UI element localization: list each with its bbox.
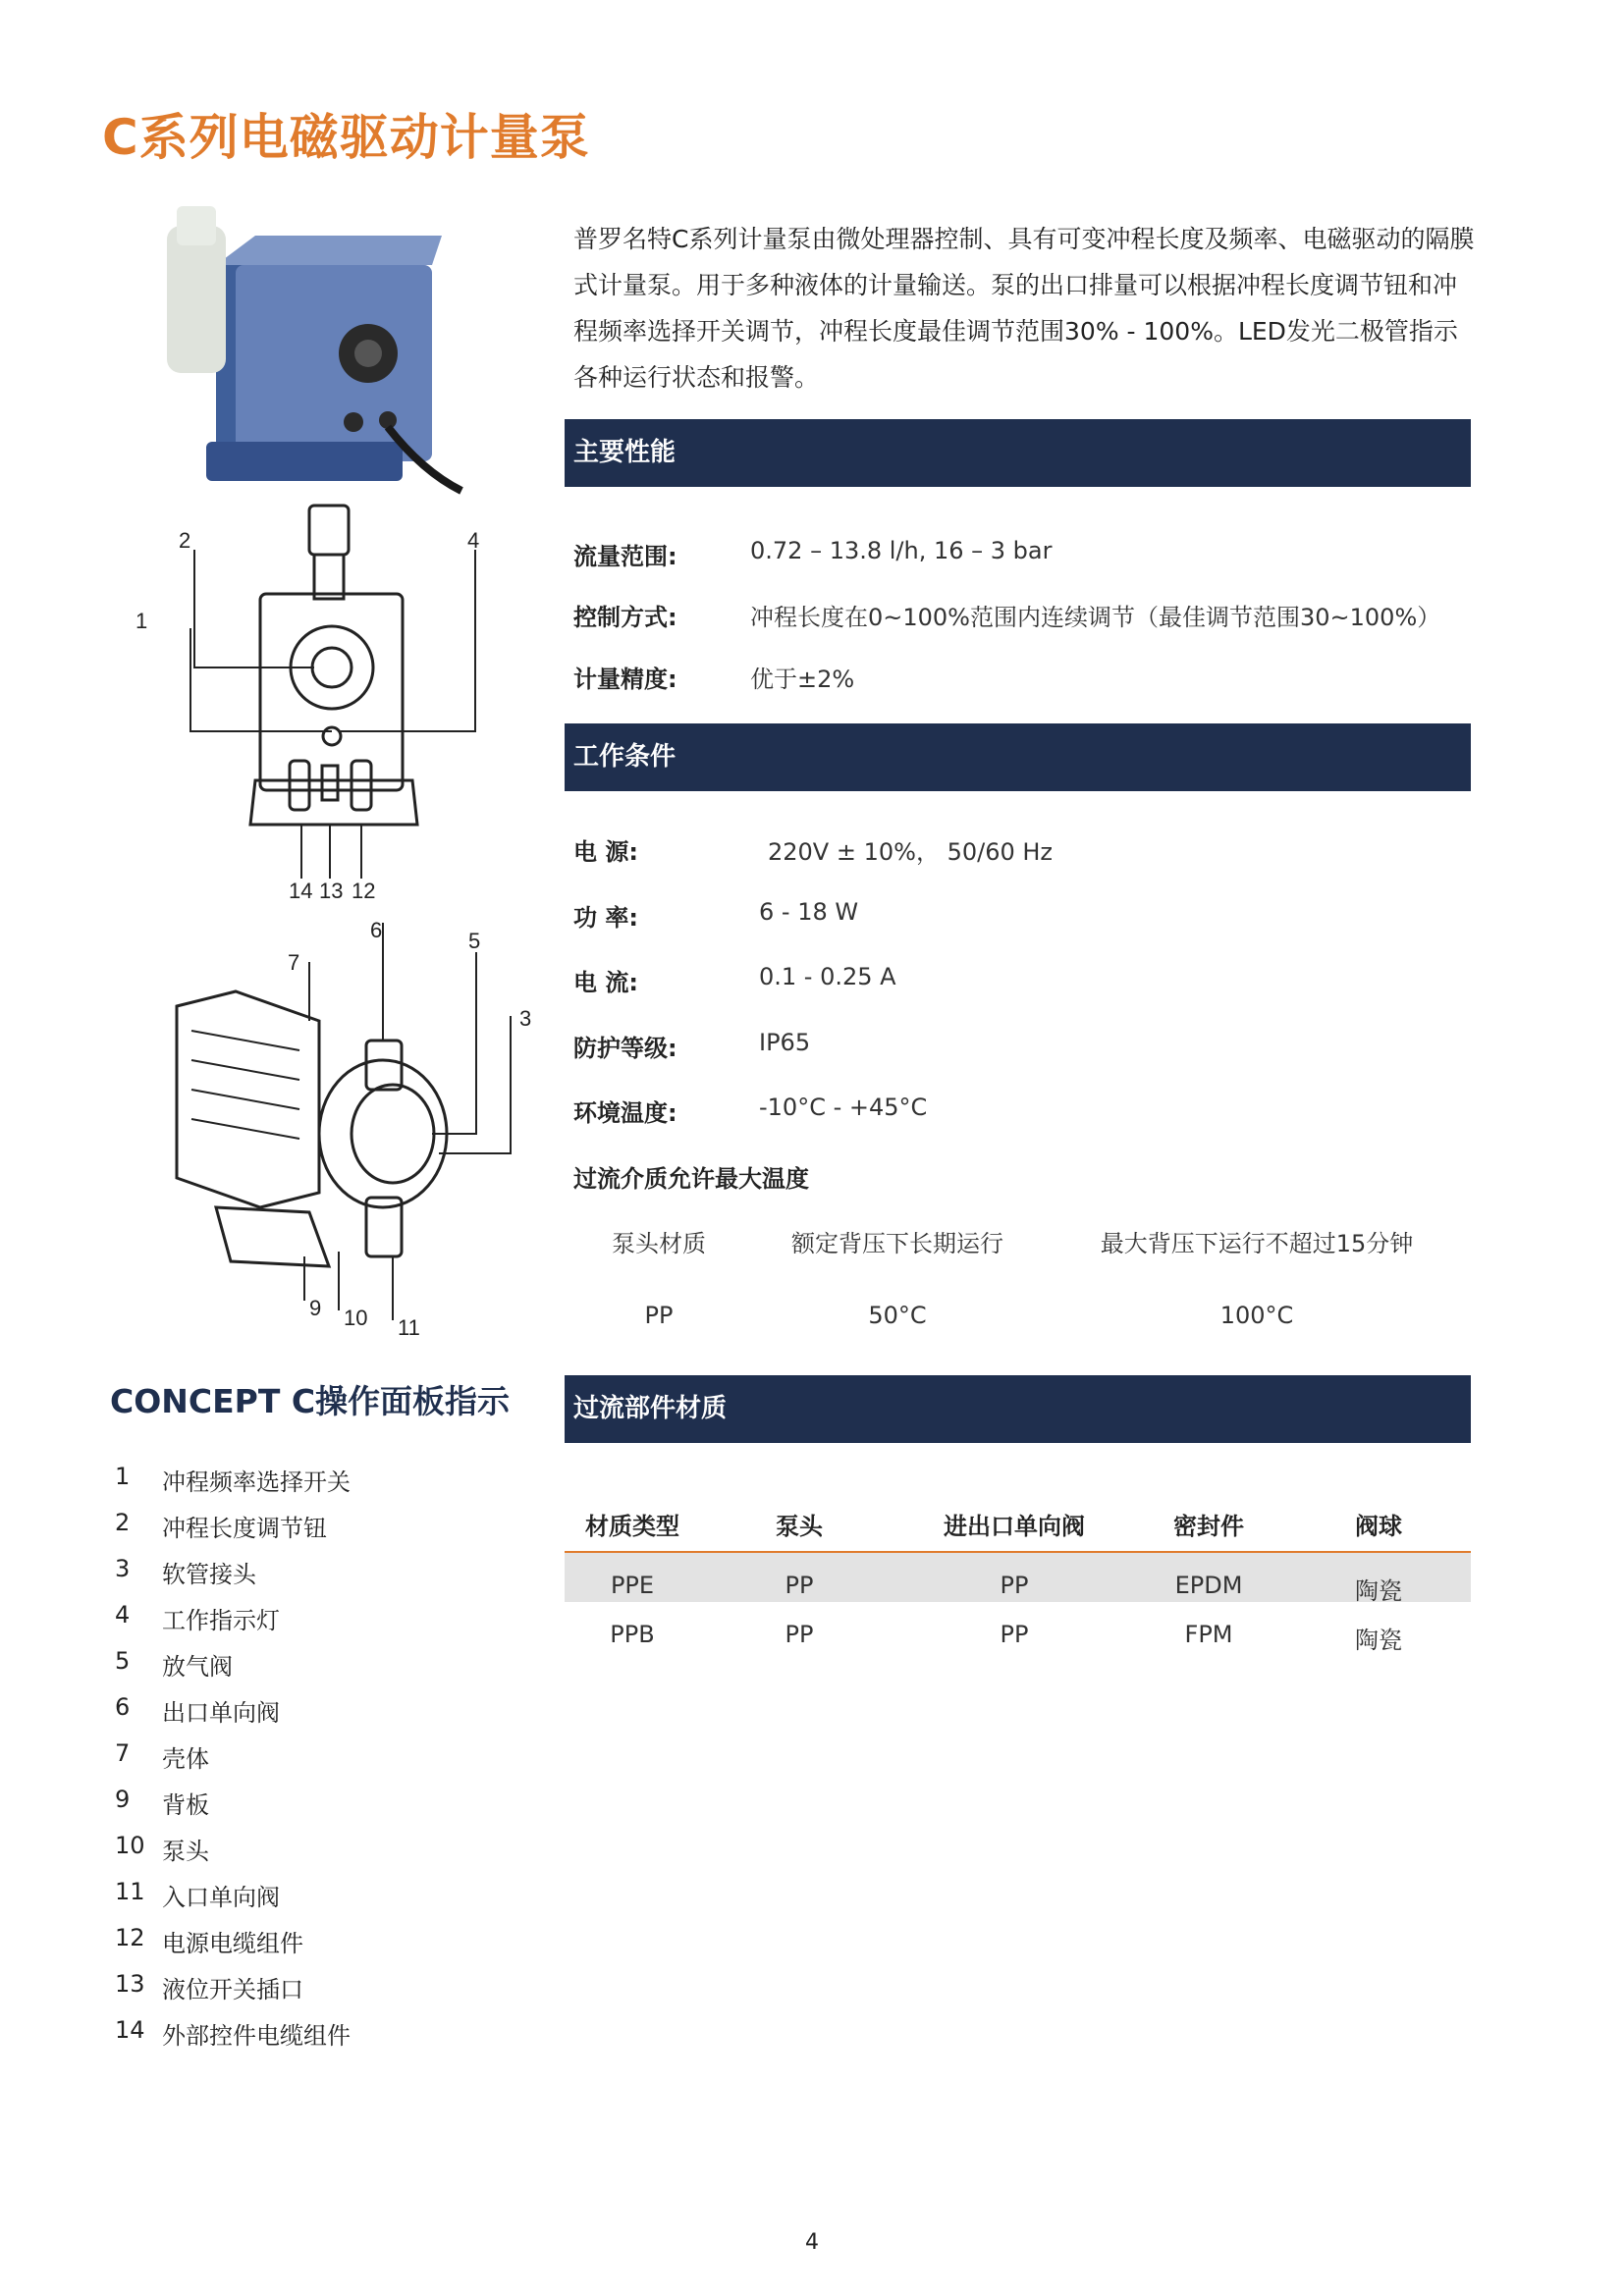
table-cell: PP: [785, 1621, 814, 1648]
side-diagram: [162, 913, 535, 1345]
materials-header: 进出口单向阀: [944, 1513, 1085, 1540]
legend-title: CONCEPT C操作面板指示: [110, 1382, 511, 1420]
section-bar-materials: 过流部件材质: [565, 1375, 1471, 1443]
temperature-subheading: 过流介质允许最大温度: [573, 1165, 809, 1193]
materials-header: 材质类型: [585, 1513, 679, 1540]
callout-9: 9: [309, 1296, 322, 1320]
spec-value: 0.1 - 0.25 A: [759, 963, 896, 990]
materials-header: 阀球: [1355, 1513, 1402, 1540]
temp-cell: 50°C: [868, 1302, 927, 1329]
spec-value: -10°C - +45°C: [759, 1094, 928, 1121]
callout-12: 12: [352, 879, 376, 903]
table-cell: PP: [785, 1572, 814, 1599]
temp-cell: 100°C: [1219, 1302, 1294, 1329]
table-cell: PP: [1000, 1621, 1029, 1648]
spec-value: IP65: [759, 1029, 811, 1056]
front-diagram: [118, 501, 511, 913]
spec-value: 6 - 18 W: [759, 898, 859, 926]
page-title: C系列电磁驱动计量泵: [102, 109, 590, 166]
callout-5: 5: [468, 929, 481, 953]
spec-label: 计量精度:: [573, 666, 677, 693]
table-cell: PP: [1000, 1572, 1029, 1599]
table-cell: FPM: [1184, 1621, 1233, 1648]
callout-7: 7: [288, 950, 300, 975]
section-bar-performance: 主要性能: [565, 419, 1471, 487]
callout-11: 11: [398, 1315, 420, 1340]
callout-1: 1: [135, 609, 148, 633]
table-cell: 陶瓷: [1355, 1577, 1402, 1605]
temp-header: 额定背压下长期运行: [791, 1230, 1003, 1257]
pump-photo: [147, 206, 471, 501]
intro-paragraph: 普罗名特C系列计量泵由微处理器控制、具有可变冲程长度及频率、电磁驱动的隔膜式计量泵。用于多种液体的计量输送。泵的出口排量可以根据冲程长度调节钮和冲程频率选择开关调节，冲程长度最佳调节范围30% - 100%。LED发光二极管指示各种运行状态和报警。: [573, 225, 1475, 392]
spec-label: 电 流:: [573, 969, 638, 996]
spec-label: 电 源:: [573, 838, 638, 866]
materials-header: 泵头: [776, 1513, 823, 1540]
section-bar-conditions: 工作条件: [565, 723, 1471, 791]
callout-10: 10: [344, 1306, 368, 1330]
temp-header: 泵头材质: [612, 1230, 706, 1257]
callout-4: 4: [467, 528, 480, 553]
spec-label: 防护等级:: [573, 1035, 677, 1062]
table-cell: PPB: [610, 1621, 655, 1648]
spec-label: 环境温度:: [573, 1099, 677, 1127]
spec-value: 优于±2%: [750, 666, 855, 693]
temp-cell: PP: [644, 1302, 674, 1329]
spec-value: 0.72 – 13.8 l/h, 16 – 3 bar: [750, 537, 1053, 564]
page-number: 4: [805, 2230, 819, 2255]
callout-3: 3: [519, 1006, 532, 1031]
callout-14: 14: [289, 879, 313, 903]
spec-value: 冲程长度在0~100%范围内连续调节（最佳调节范围30~100%）: [750, 604, 1441, 631]
table-cell: EPDM: [1174, 1572, 1243, 1599]
callout-6: 6: [370, 918, 383, 942]
spec-label: 控制方式:: [573, 604, 677, 631]
spec-label: 功 率:: [573, 904, 638, 932]
materials-header: 密封件: [1173, 1513, 1244, 1540]
temp-header: 最大背压下运行不超过15分钟: [1100, 1230, 1414, 1257]
table-cell: PPE: [610, 1572, 655, 1599]
spec-label: 流量范围:: [573, 543, 677, 570]
callout-2: 2: [179, 528, 191, 553]
spec-value: 220V ± 10%， 50/60 Hz: [768, 838, 1054, 866]
callout-13: 13: [319, 879, 344, 903]
table-cell: 陶瓷: [1355, 1627, 1402, 1654]
